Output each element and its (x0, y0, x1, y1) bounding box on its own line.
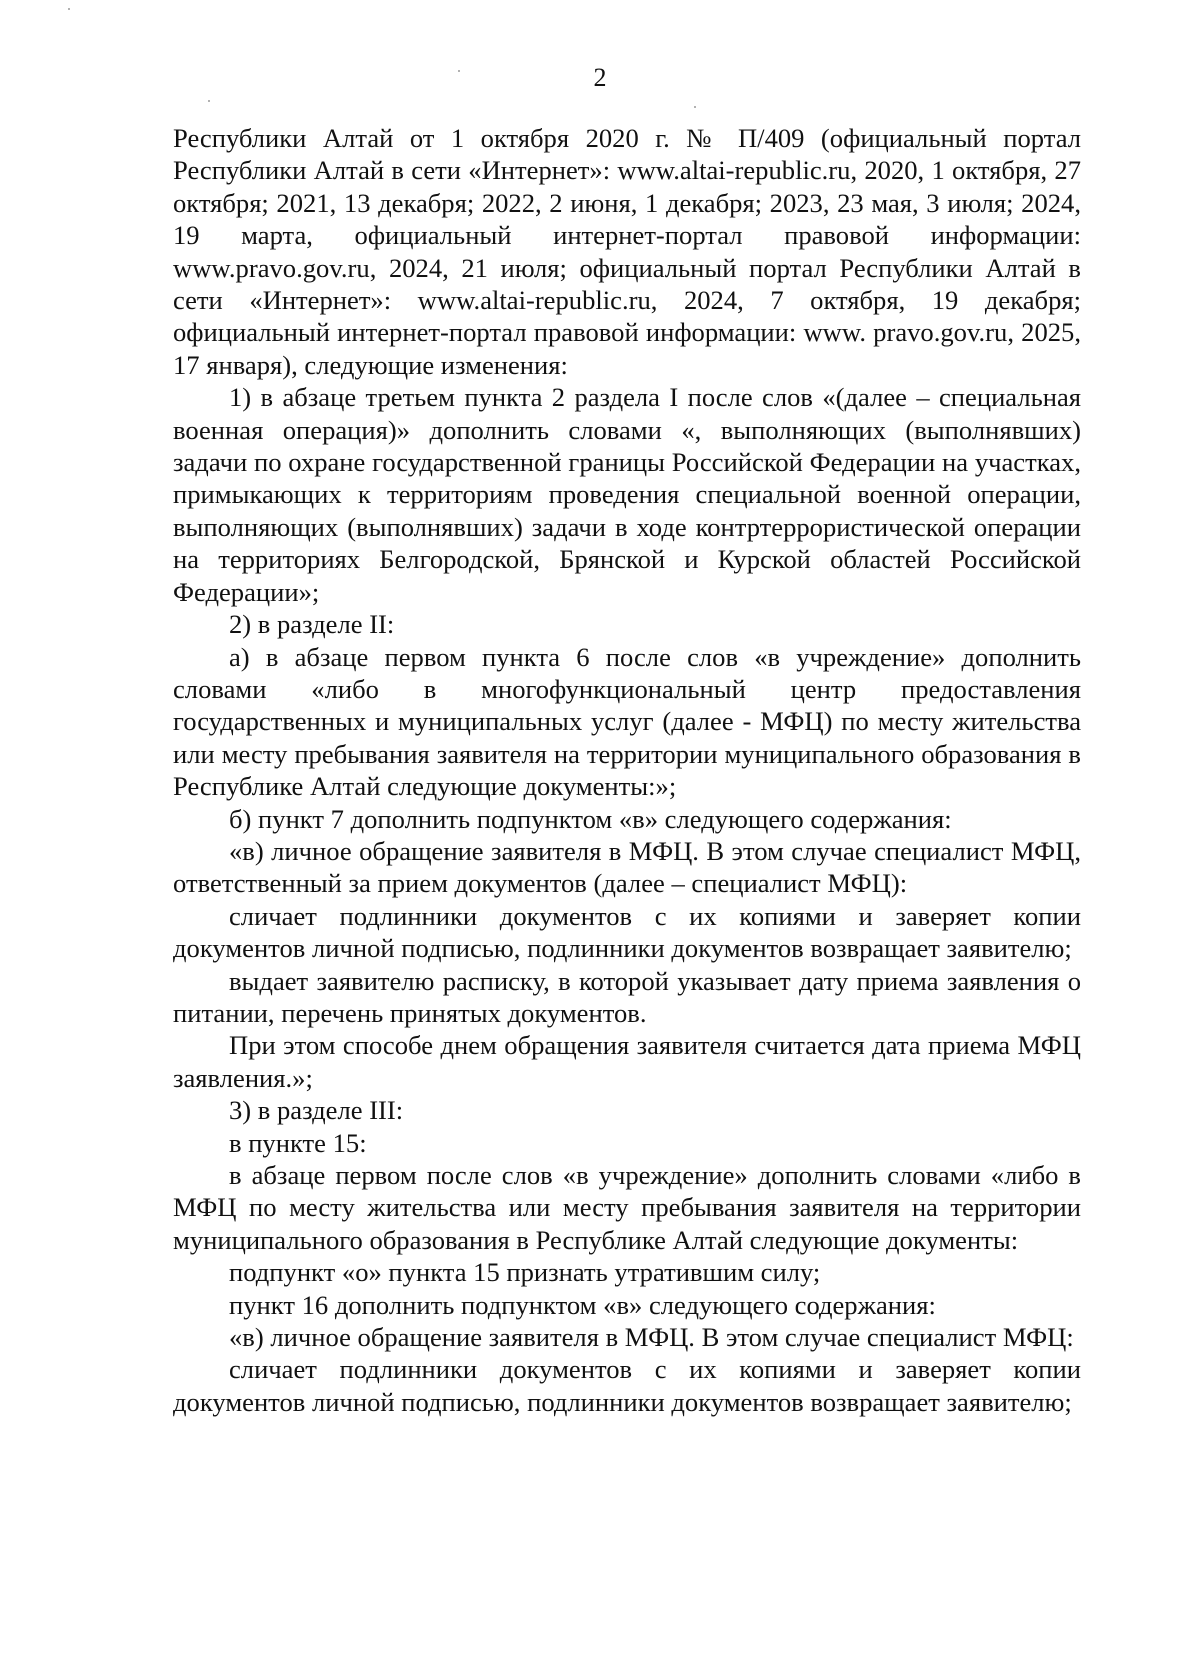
page-number: 2 (593, 63, 607, 92)
scan-speck (694, 106, 696, 108)
paragraph: 3) в разделе III: (229, 1095, 404, 1126)
paragraph: а) в абзаце первом пункта 6 после слов «в учреждение» дополнить словами «либо в многофункциональный центр предоставления государственных и муниципальных услуг (далее - МФЦ) по месту жительства или месту пребывания заявителя на территории муниципального образования в Республике Алтай следующие документы:»; (173, 641, 1081, 802)
paragraph: 2) в разделе II: (229, 609, 395, 640)
document-body (173, 122, 1081, 1418)
paragraph: сличает подлинники документов с их копиями и заверяет копии документов личной подписью, подлинники документов возвращает заявителю; (173, 1354, 1081, 1417)
paragraph: выдает заявителю расписку, в которой указывает дату приема заявления о питании, перечень принятых документов. (173, 965, 1081, 1028)
paragraph: 1) в абзаце третьем пункта 2 раздела I после слов «(далее – специальная военная операция)» дополнить словами «, выполняющих (выполнявших) задачи по охране государственной границы Российской Федерации на участках, примыкающих к территориям проведения специальной военной операции, выполняющих (выполнявших) задачи в ходе контртеррористической операции на территориях Белгородской, Брянской и Курской областей Российской Федерации»; (173, 382, 1081, 607)
paragraph: подпункт «о» пункта 15 признать утратившим силу; (229, 1257, 821, 1288)
paragraph: «в) личное обращение заявителя в МФЦ. В этом случае специалист МФЦ, ответственный за прием документов (далее – специалист МФЦ): (173, 835, 1081, 899)
paragraph: в пункте 15: (229, 1127, 367, 1158)
paragraph: б) пункт 7 дополнить подпунктом «в» следующего содержания: (229, 803, 952, 834)
paragraph: «в) личное обращение заявителя в МФЦ. В этом случае специалист МФЦ: (229, 1322, 1074, 1353)
paragraph: пункт 16 дополнить подпунктом «в» следующего содержания: (229, 1289, 936, 1320)
scan-speck (208, 100, 210, 102)
paragraph: в абзаце первом после слов «в учреждение» дополнить словами «либо в МФЦ по месту жительства или месту пребывания заявителя на территории муниципального образования в Республике Алтай следующие документы: (173, 1160, 1081, 1255)
scan-speck (68, 8, 70, 10)
paragraph: При этом способе днем обращения заявителя считается дата приема МФЦ заявления.»; (173, 1030, 1081, 1093)
paragraph: сличает подлинники документов с их копиями и заверяет копии документов личной подписью, подлинники документов возвращает заявителю; (173, 900, 1081, 964)
paragraph: Республики Алтай от 1 октября 2020 г. № П/409 (официальный портал Республики Алтай в сети «Интернет»: www.altai-republic.ru, 2020, 1 октября, 27 октября; 2021, 13 декабря; 2022, 2 июня, 1 декабря; 2023, 23 мая, 3 июля; 2024, 19 марта, официальный интернет-портал правовой информации: www.pravo.gov.ru, 2024, 21 июля; официальный портал Республики Алтай в сети «Интернет»: www.altai-republic.ru, 2024, 7 октября, 19 декабря; официальный интернет-портал правовой информации: www. pravo.gov.ru, 2025, 17 января), следующие изменения: (173, 123, 1081, 380)
